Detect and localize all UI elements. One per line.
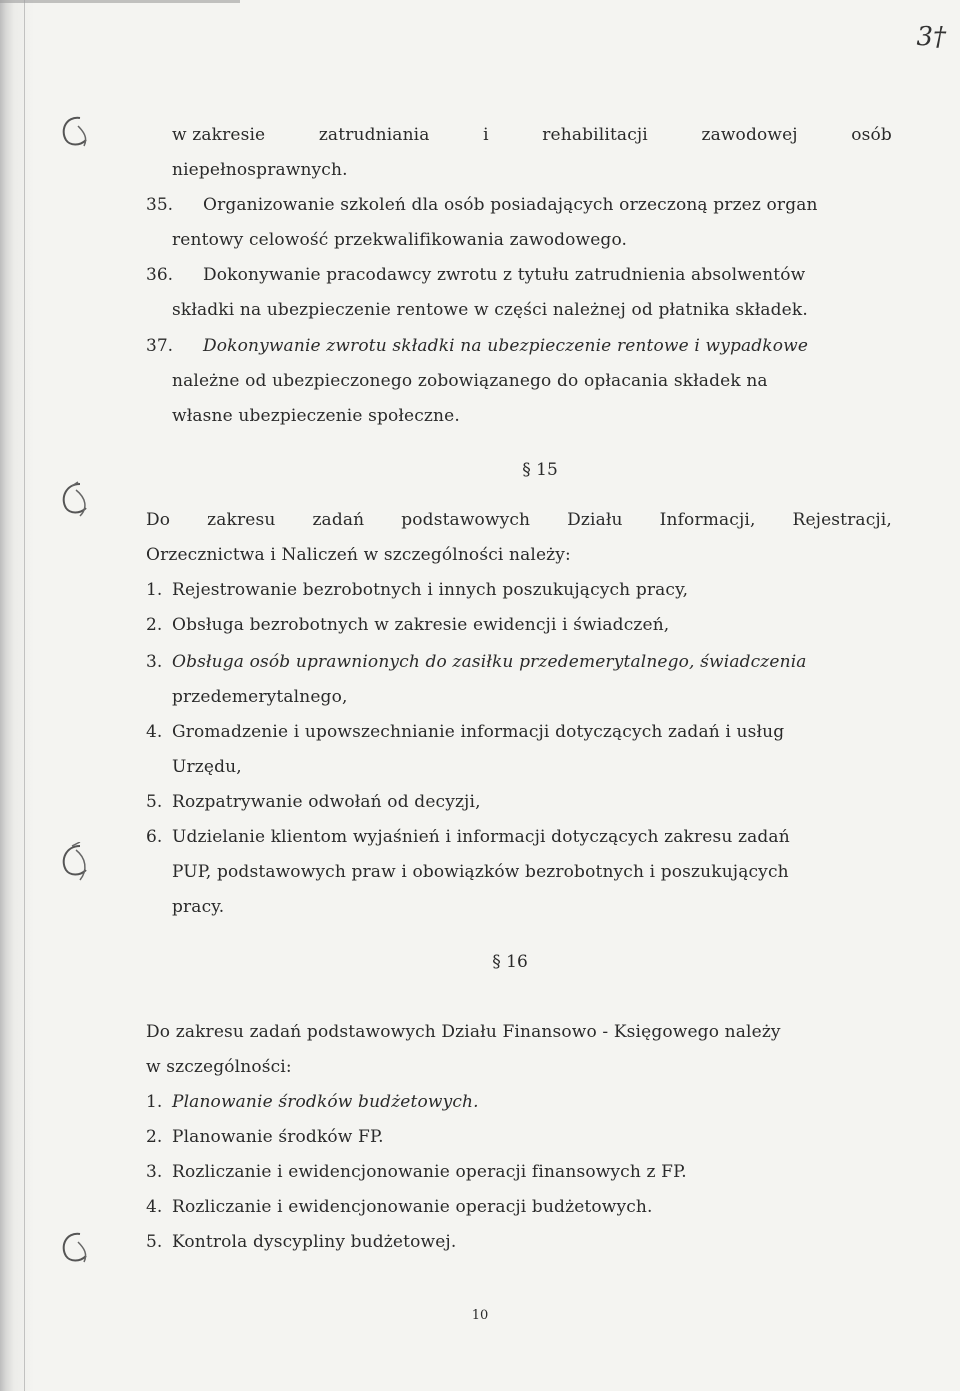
scan-edge-shadow (0, 0, 34, 1391)
word: podstawowych (401, 510, 531, 530)
binder-hole-icon (58, 1228, 92, 1268)
item-text: Organizowanie szkoleń dla osób posiadających orzeczoną przez organ (203, 195, 818, 215)
word: zatrudniania (318, 125, 430, 145)
item-number: 2. (146, 1127, 163, 1147)
word: zawodowej (701, 125, 798, 145)
word: i (483, 125, 489, 145)
binder-hole-icon (58, 480, 92, 520)
item-number: 5. (146, 1232, 163, 1252)
item-text: Gromadzenie i upowszechnianie informacji dotyczących zadań i usług (172, 722, 785, 742)
item-number: 3. (146, 1162, 163, 1182)
item-text: składki na ubezpieczenie rentowe w części należnej od płatnika składek. (172, 300, 808, 320)
item-text: Urzędu, (172, 757, 242, 777)
item-text: Rozpatrywanie odwołań od decyzji, (172, 792, 481, 812)
section-intro-line-1: Do zakresu zadań podstawowych Działu Finansowo - Księgowego należy (146, 1022, 781, 1042)
item-text: Kontrola dyscypliny budżetowej. (172, 1232, 457, 1252)
binder-hole-icon (58, 842, 92, 882)
scan-top-mark (0, 0, 240, 3)
section-intro-line-1 (146, 510, 892, 530)
item-text: Dokonywanie zwrotu składki na ubezpieczenie rentowe i wypadkowe (203, 336, 809, 356)
item-number: 3. (146, 652, 163, 672)
section-heading: § 15 (522, 460, 558, 480)
item-number: 2. (146, 615, 163, 635)
item-text: Planowanie środków FP. (172, 1127, 384, 1147)
item-text: przedemerytalnego, (172, 687, 348, 707)
item-number: 4. (146, 722, 163, 742)
item-text: własne ubezpieczenie społeczne. (172, 406, 460, 426)
item-text: rentowy celowość przekwalifikowania zawodowego. (172, 230, 628, 250)
item-number: 35. (146, 195, 174, 215)
item-text: Rozliczanie i ewidencjonowanie operacji finansowych z FP. (172, 1162, 687, 1182)
word: rehabilitacji (542, 125, 648, 145)
item-text: Dokonywanie pracodawcy zwrotu z tytułu zatrudnienia absolwentów (203, 265, 806, 285)
page-number: 10 (471, 1308, 489, 1323)
binder-hole-icon (58, 112, 92, 152)
section-intro-line-2: w szczególności: (146, 1057, 292, 1077)
word: zadań (312, 510, 365, 530)
item-text: pracy. (172, 897, 225, 917)
corner-handwritten-mark: 3† (916, 22, 946, 52)
item-number: 36. (146, 265, 174, 285)
word: zakresu (207, 510, 276, 530)
item-text: PUP, podstawowych praw i obowiązków bezrobotnych i poszukujących (172, 862, 789, 882)
word: Rejestracji, (792, 510, 892, 530)
item-text: Obsługa osób uprawnionych do zasiłku przedemerytalnego, świadczenia (172, 652, 807, 672)
scan-edge-line (24, 0, 25, 1391)
item-text: Udzielanie klientom wyjaśnień i informacji dotyczących zakresu zadań (172, 827, 790, 847)
word: Do (146, 510, 171, 530)
item-number: 1. (146, 580, 163, 600)
continuation-line-1 (172, 125, 892, 145)
section-heading: § 16 (492, 952, 528, 972)
word: w zakresie (172, 125, 266, 145)
item-text: Rozliczanie i ewidencjonowanie operacji budżetowych. (172, 1197, 653, 1217)
item-number: 6. (146, 827, 163, 847)
item-text: należne od ubezpieczonego zobowiązanego do opłacania składek na (172, 371, 768, 391)
section-intro-line-2: Orzecznictwa i Naliczeń w szczególności należy: (146, 545, 571, 565)
item-text: Obsługa bezrobotnych w zakresie ewidencji i świadczeń, (172, 615, 670, 635)
word: osób (851, 125, 892, 145)
item-number: 5. (146, 792, 163, 812)
item-number: 4. (146, 1197, 163, 1217)
item-text: Rejestrowanie bezrobotnych i innych poszukujących pracy, (172, 580, 689, 600)
item-number: 37. (146, 336, 174, 356)
item-text: Planowanie środków budżetowych. (172, 1092, 479, 1112)
word: Działu (567, 510, 623, 530)
continuation-line-2: niepełnosprawnych. (172, 160, 348, 180)
item-number: 1. (146, 1092, 163, 1112)
word: Informacji, (659, 510, 756, 530)
